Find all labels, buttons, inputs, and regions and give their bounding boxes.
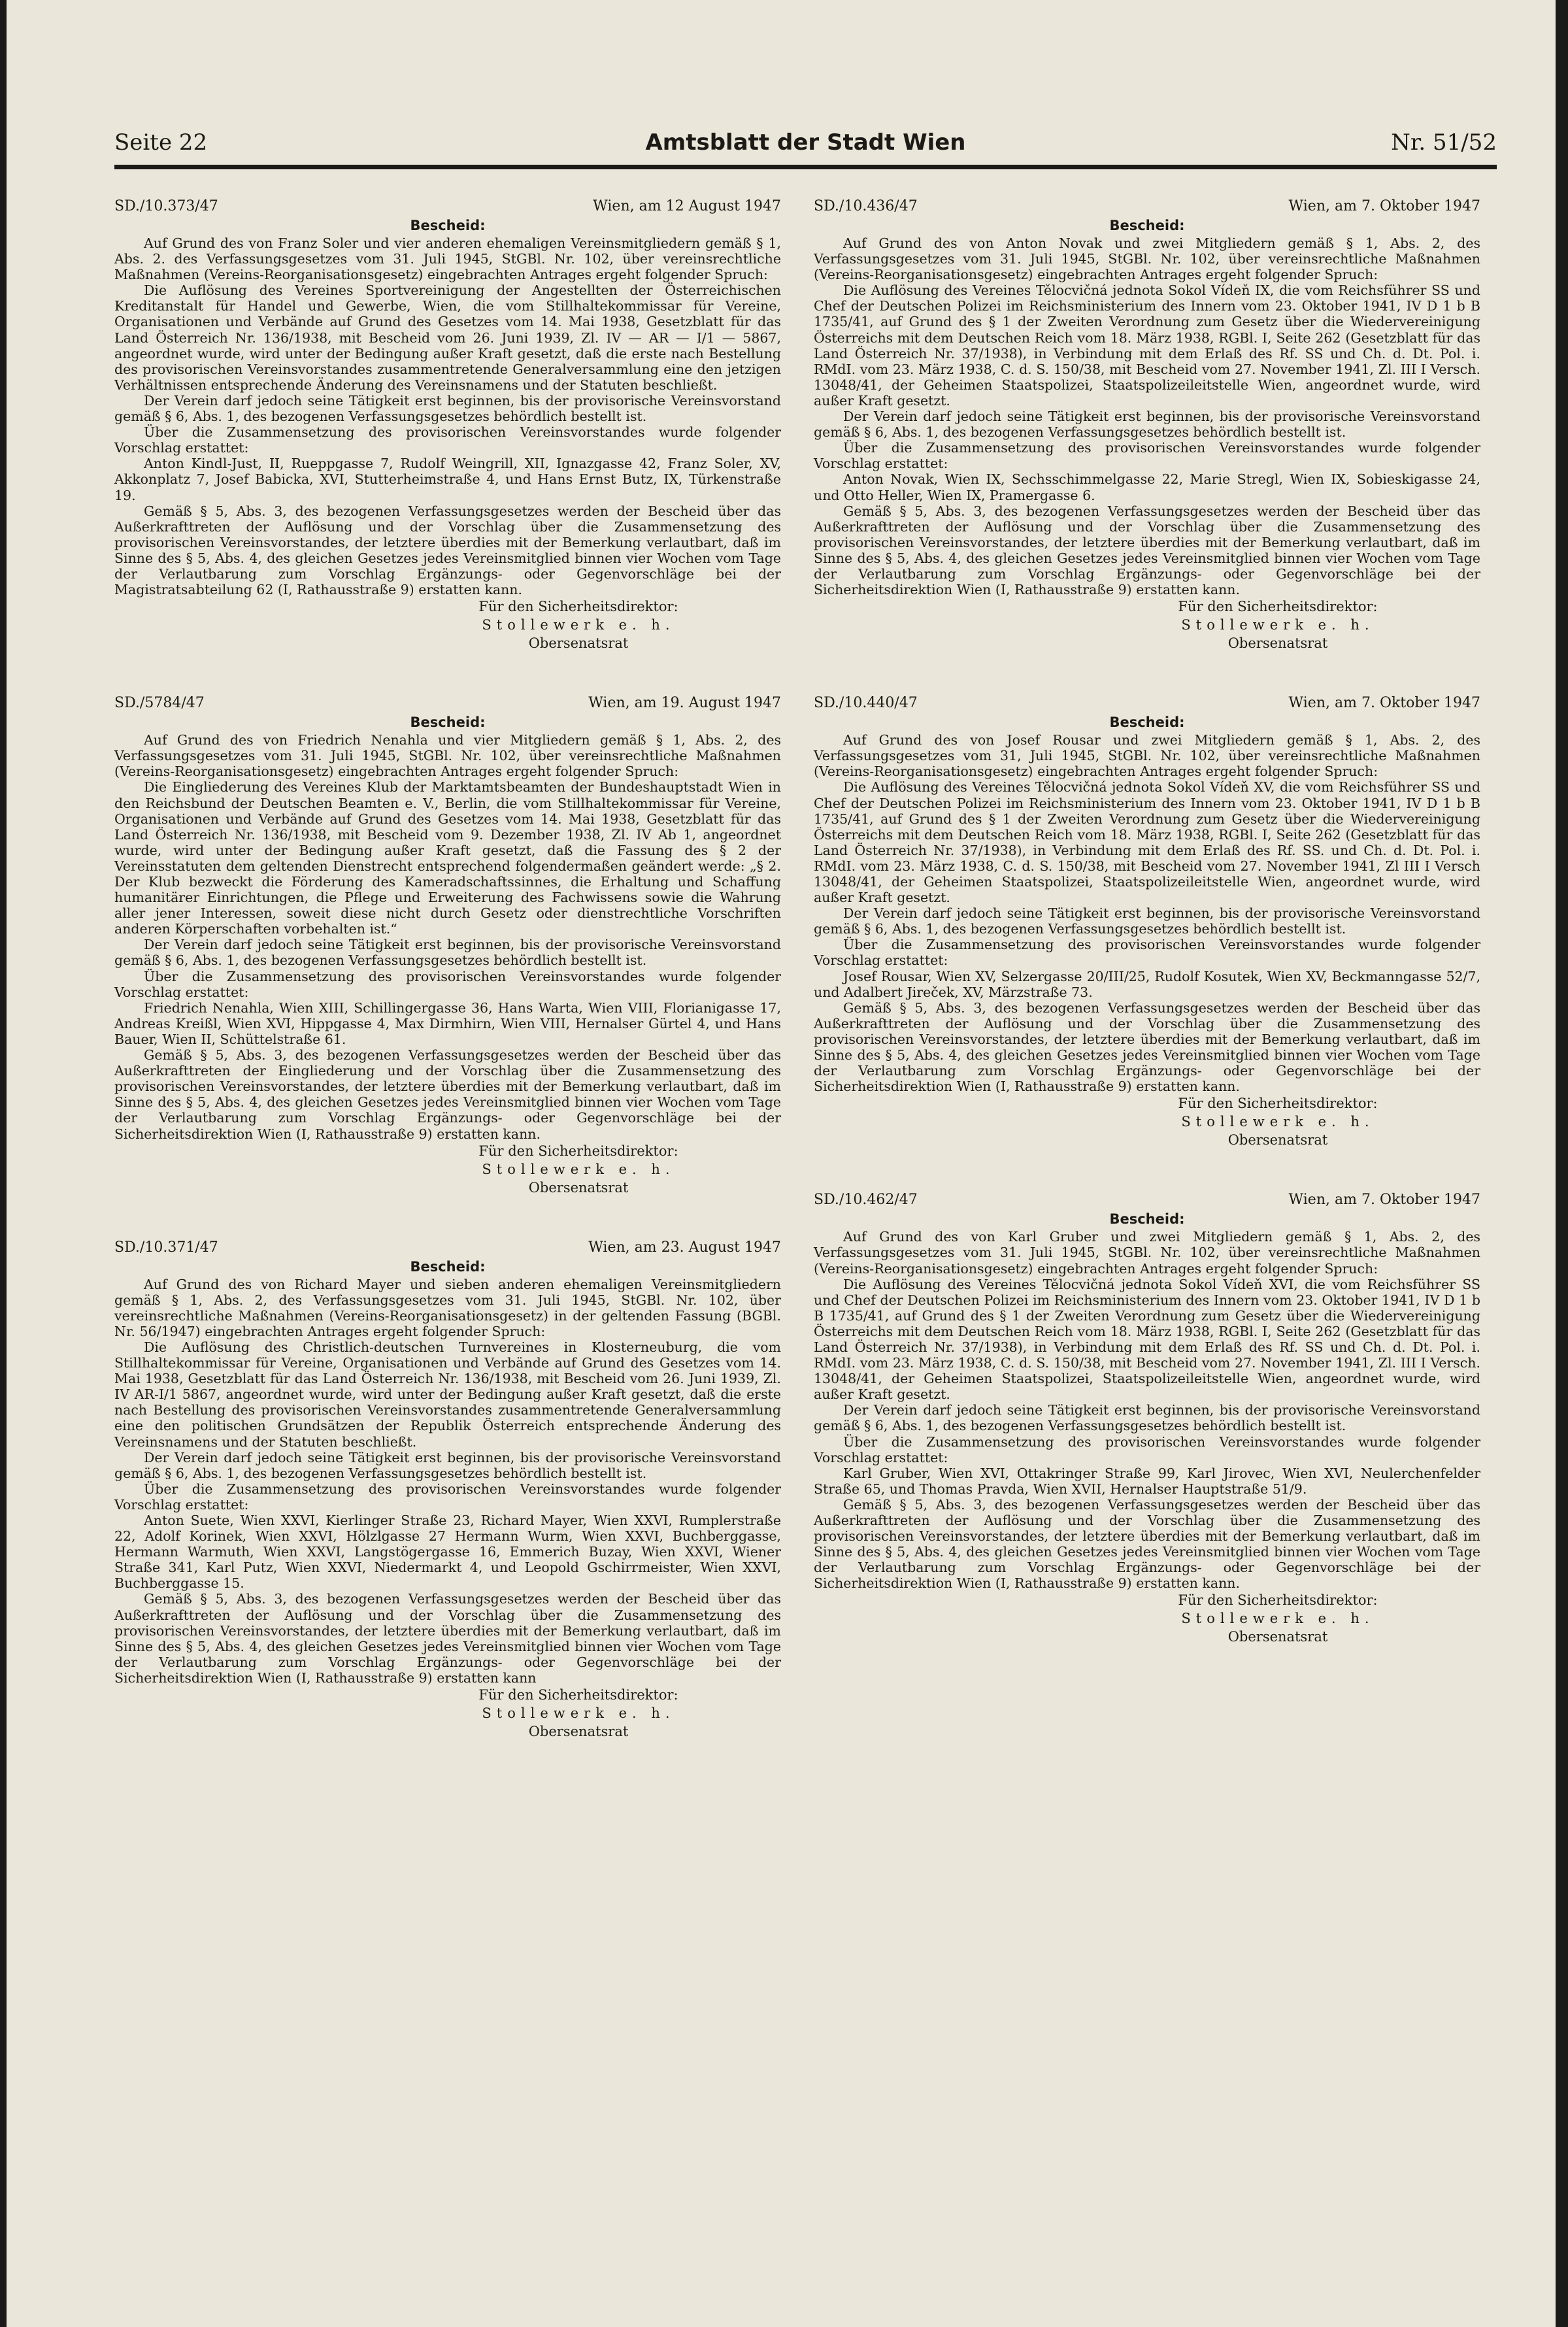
- notice-meta: [814, 196, 1480, 216]
- notice-paragraph: Der Verein darf jedoch seine Tätigkeit erst beginnen, bis der provisorische Vereinsvorstand gemäß § 6, Abs. 1, des bezogenen Verfassungsgesetzes behördlich bestellt ist.: [114, 392, 781, 425]
- signature-block: [376, 597, 781, 652]
- notice-paragraph: Gemäß § 5, Abs. 3, des bezogenen Verfassungsgesetzes werden der Bescheid über das Außerkrafttreten der Auflösung und der Vorschlag über die Zusammensetzung des provisorischen Vereinsvorstandes, der letztere überdies mit der Bemerkung verlautbart, daß im Sinne des § 5, Abs. 4, des gleichen Gesetzes jedes Vereinsmitglied binnen vier Wochen vom Tage der Verlautbarung zum Vorschlag Ergänzungs- oder Gegenvorschläge bei der Sicherheitsdirektion Wien (I, Rathausstraße 9) erstatten kann.: [814, 503, 1480, 598]
- signature-block: [1075, 1094, 1480, 1149]
- notice-paragraph: Über die Zusammensetzung des provisorischen Vereinsvorstandes wurde folgender Vorschlag erstattet:: [814, 1433, 1480, 1465]
- signature-name: Stollewerk e. h.: [1181, 617, 1375, 633]
- notice-paragraph: Anton Suete, Wien XXVI, Kierlinger Straße 23, Richard Mayer, Wien XXVI, Rumplerstraße 22, Adolf Korinek, Wien XXVI, Hölzlgasse 27 Hermann Wurm, Wien XXVI, Buchberggasse, Hermann Warmuth, Wien XXVI, Langstögergasse 16, Emmerich Buzay, Wien XXVI, Wiener Straße 341, Karl Putz, Wien XXVI, Niedermarkt 4, und Leopold Gschirrmeister, Wien XXVI, Buchberggasse 15.: [114, 1513, 781, 1592]
- notice-paragraph: Auf Grund des von Karl Gruber und zwei Mitgliedern gemäß § 1, Abs. 2, des Verfassungsgesetzes vom 31. Juli 1945, StGBl. Nr. 102, über vereinsrechtliche Maßnahmen (Vereins-Reorganisationsgesetz) eingebrachten Antrages ergeht folgender Spruch:: [814, 1229, 1480, 1277]
- notice-paragraph: Anton Kindl-Just, II, Rueppgasse 7, Rudolf Weingrill, XII, Ignazgasse 42, Franz Soler, XV, Akkonplatz 7, Josef Babicka, XVI, Stutterheimstraße 4, und Hans Ernst Butz, IX, Türkenstraße 19.: [114, 456, 781, 503]
- signature-title: Obersenatsrat: [528, 635, 629, 652]
- notice-paragraph: Über die Zusammensetzung des provisorischen Vereinsvorstandes wurde folgender Vorschlag erstattet:: [114, 424, 781, 456]
- notice-paragraph: Gemäß § 5, Abs. 3, des bezogenen Verfassungsgesetzes werden der Bescheid über das Außerkrafttreten der Eingliederung und der Vorschlag über die Zusammensetzung des provisorischen Vereinsvorstandes, der letztere überdies mit der Bemerkung verlautbart, daß im Sinne des § 5, Abs. 4, des gleichen Gesetzes jedes Vereinsmitglied binnen vier Wochen vom Tage der Verlautbarung zum Vorschlag Ergänzungs- oder Gegenvorschläge bei der Sicherheitsdirektion Wien (I, Rathausstraße 9) erstatten kann.: [114, 1047, 781, 1142]
- notice-meta: [114, 196, 781, 216]
- notice-meta: [814, 693, 1480, 713]
- notice-paragraph: Über die Zusammensetzung des provisorischen Vereinsvorstandes wurde folgender Vorschlag erstattet:: [114, 1481, 781, 1513]
- signature-title: Obersenatsrat: [1227, 1629, 1328, 1645]
- right-column: [814, 196, 1480, 1686]
- notice-date: Wien, am 12 August 1947: [593, 198, 781, 214]
- left-column: [114, 196, 781, 1781]
- notice-paragraph: Der Verein darf jedoch seine Tätigkeit erst beginnen, bis der provisorische Vereinsvorstand gemäß § 6, Abs. 1, des bezogenen Verfassungsgesetzes behördlich bestellt ist.: [114, 937, 781, 969]
- signature-for: Für den Sicherheitsdirektor:: [478, 1143, 678, 1159]
- signature-for: Für den Sicherheitsdirektor:: [478, 1687, 678, 1703]
- signature-for: Für den Sicherheitsdirektor:: [478, 599, 678, 615]
- notice-paragraph: Die Eingliederung des Vereines Klub der Marktamtsbeamten der Bundeshauptstadt Wien in den Reichsbund der Deutschen Beamten e. V., Berlin, die vom Stillhaltekommissar für Vereine, Organisationen und Verbände auf Grund des Gesetzes vom 14. Mai 1938, Gesetzblatt für das Land Österreich Nr. 136/1938, mit Bescheid vom 9. Dezember 1938, Zl. IV Ab 1, angeordnet wurde, wird unter der Bedingung außer Kraft gesetzt, daß die Fassung des § 2 der Vereinsstatuten dem geltenden Dienstrecht entsprechend folgendermaßen geändert werde: „§ 2. Der Klub bezweckt die Förderung des Kameradschaftssinnes, die Erhaltung und Schaffung humanitärer Einrichtungen, die Pflege und Erweiterung des Fachwissens sowie die Wahrung aller jener Interessen, soweit diese nicht durch Gesetz oder dienstrechtliche Vorschriften anderen Körperschaften vorbehalten ist.“: [114, 779, 781, 937]
- notice-paragraph: Der Verein darf jedoch seine Tätigkeit erst beginnen, bis der provisorische Vereinsvorstand gemäß § 6, Abs. 1, des bezogenen Verfassungsgesetzes behördlich bestellt ist.: [814, 1402, 1480, 1434]
- notice-title: Bescheid:: [1109, 218, 1185, 233]
- signature-for: Für den Sicherheitsdirektor:: [1178, 1096, 1378, 1112]
- notice-paragraph: Friedrich Nenahla, Wien XIII, Schillingergasse 36, Hans Warta, Wien VIII, Florianigasse 17, Andreas Kreißl, Wien XVI, Hippgasse 4, Max Dirmhirn, Wien VIII, Hernalser Gürtel 4, und Hans Bauer, Wien II, Schüttelstraße 61.: [114, 999, 781, 1047]
- notice-paragraph: Die Auflösung des Vereines Sportvereinigung der Angestellten der Österreichischen Kreditanstalt für Handel und Gewerbe, Wien, die vom Stillhaltekommissar für Vereine, Organisationen und Verbände auf Grund des Gesetzes vom 14. Mai 1938, Gesetzblatt für das Land Österreich Nr. 136/1938, mit Bescheid vom 26. Juni 1939, Zl. IV — AR — I/1 — 5867, angeordnet wurde, wird unter der Bedingung außer Kraft gesetzt, daß die erste nach Bestellung des provisorischen Vereinsvorstandes zusammentretende Generalversammlung eine den jetzigen Verhältnissen entsprechende Änderung des Vereinsnamens und der Statuten beschließt.: [114, 282, 781, 393]
- newspaper-page: [7, 0, 1556, 2327]
- page-number: Seite 22: [114, 129, 208, 156]
- signature-block: [1075, 1591, 1480, 1646]
- notice-paragraph: Über die Zusammensetzung des provisorischen Vereinsvorstandes wurde folgender Vorschlag erstattet:: [814, 937, 1480, 969]
- signature-name: Stollewerk e. h.: [482, 1705, 675, 1722]
- notice-paragraph: Über die Zusammensetzung des provisorischen Vereinsvorstandes wurde folgender Vorschlag erstattet:: [814, 440, 1480, 472]
- notice-date: Wien, am 7. Oktober 1947: [1288, 695, 1480, 712]
- notice-paragraph: Die Auflösung des Vereines Tělocvičná jednota Sokol Vídeň XVI, die vom Reichsführer SS und Chef der Deutschen Polizei im Reichsministerium des Innern vom 23. Oktober 1941, IV D 1 b B 1735/41, auf Grund des § 1 der Zweiten Verordnung zum Gesetz über die Wiedervereinigung Österreichs mit dem Deutschen Reich vom 18. März 1938, RGBl. I, Seite 262 (Gesetzblatt für das Land Österreich Nr. 37/1938), in Verbindung mit dem Erlaß des Rf. SS und Ch. d. Dt. Pol. i. RMdI. vom 23. März 1938, C. d. S. 150/38, mit Bescheid vom 27. November 1941, Zl. III I Versch. 13048/41, der Geheimen Staatspolizei, Staatspolizeileitstelle Wien, angeordnet wurde, wird außer Kraft gesetzt.: [814, 1276, 1480, 1403]
- signature-name: Stollewerk e. h.: [482, 1161, 675, 1177]
- notice-paragraph: Josef Rousar, Wien XV, Selzergasse 20/III/25, Rudolf Kosutek, Wien XV, Beckmanngasse 52/7, und Adalbert Jireček, XV, Märzstraße 73.: [814, 968, 1480, 1000]
- notice-paragraph: Der Verein darf jedoch seine Tätigkeit erst beginnen, bis der provisorische Vereinsvorstand gemäß § 6, Abs. 1, des bezogenen Verfassungsgesetzes behördlich bestellt ist.: [814, 905, 1480, 937]
- reference-number: SD./10.373/47: [114, 198, 218, 214]
- signature-title: Obersenatsrat: [1227, 635, 1328, 652]
- notice-date: Wien, am 23. August 1947: [588, 1239, 781, 1256]
- notice-meta: [114, 1237, 781, 1258]
- signature-name: Stollewerk e. h.: [1181, 1611, 1375, 1627]
- notice-paragraph: Auf Grund des von Josef Rousar und zwei Mitgliedern gemäß § 1, Abs. 2, des Verfassungsgesetzes vom 31, Juli 1945, StGBl. Nr. 102, über vereinsrechtliche Maßnahmen (Vereins-Reorganisationsgesetz) eingebrachten Antrages ergeht folgender Spruch:: [814, 732, 1480, 780]
- signature-for: Für den Sicherheitsdirektor:: [1178, 1592, 1378, 1609]
- reference-number: SD./10.371/47: [114, 1239, 218, 1256]
- notice-date: Wien, am 19. August 1947: [588, 695, 781, 712]
- notice-paragraph: Der Verein darf jedoch seine Tätigkeit erst beginnen, bis der provisorische Vereinsvorstand gemäß § 6, Abs. 1, des bezogenen Verfassungsgesetzes behördlich bestellt ist.: [814, 409, 1480, 441]
- issue-number: Nr. 51/52: [1391, 129, 1497, 156]
- reference-number: SD./10.440/47: [814, 695, 918, 712]
- signature-for: Für den Sicherheitsdirektor:: [1178, 599, 1378, 615]
- header-rule: [114, 165, 1497, 169]
- signature-name: Stollewerk e. h.: [482, 617, 675, 633]
- notice-meta: [114, 693, 781, 713]
- notice-title: Bescheid:: [410, 218, 486, 233]
- notice-paragraph: Gemäß § 5, Abs. 3, des bezogenen Verfassungsgesetzes werden der Bescheid über das Außerkrafttreten der Auflösung und der Vorschlag über die Zusammensetzung des provisorischen Vereinsvorstandes, der letztere überdies mit der Bemerkung verlautbart, daß im Sinne des § 5, Abs. 4, des gleichen Gesetzes jedes Vereinsmitglied binnen vier Wochen vom Tage der Verlautbarung zum Vorschlag Ergänzungs- oder Gegenvorschläge bei der Magistratsabteilung 62 (I, Rathausstraße 9) erstatten kann.: [114, 503, 781, 598]
- reference-number: SD./5784/47: [114, 695, 205, 712]
- notice-block: [814, 196, 1480, 652]
- notice-paragraph: Anton Novak, Wien IX, Sechsschimmelgasse 22, Marie Stregl, Wien IX, Sobieskigasse 24, und Otto Heller, Wien IX, Pramergasse 6.: [814, 471, 1480, 503]
- notice-paragraph: Gemäß § 5, Abs. 3, des bezogenen Verfassungsgesetzes werden der Bescheid über das Außerkrafttreten der Auflösung und der Vorschlag über die Zusammensetzung des provisorischen Vereinsvorstandes, der letztere überdies mit der Bemerkung verlautbart, daß im Sinne des § 5, Abs. 4, des gleichen Gesetzes jedes Vereinsmitglied binnen vier Wochen vom Tage der Verlautbarung zum Vorschlag Ergänzungs- oder Gegenvorschläge bei der Sicherheitsdirektion Wien (I, Rathausstraße 9) erstatten kann.: [814, 999, 1480, 1095]
- notice-title: Bescheid:: [410, 714, 486, 731]
- publication-title: Amtsblatt der Stadt Wien: [645, 129, 966, 156]
- notice-paragraph: Der Verein darf jedoch seine Tätigkeit erst beginnen, bis der provisorische Vereinsvorstand gemäß § 6, Abs. 1, des bezogenen Verfassungsgesetzes behördlich bestellt ist.: [114, 1449, 781, 1481]
- notice-date: Wien, am 7. Oktober 1947: [1288, 198, 1480, 214]
- reference-number: SD./10.436/47: [814, 198, 918, 214]
- notice-paragraph: Die Auflösung des Vereines Tělocvičná jednota Sokol Vídeň XV, die vom Reichsführer SS und Chef der Deutschen Polizei im Reichsministerium des Innern vom 23. Oktober 1941, IV D 1 b B 1735/41, auf Grund des § 1 der Zweiten Verordnung zum Gesetz über die Wiedervereinigung Österreichs mit dem Deutschen Reich vom 18. März 1938, RGBl. I, Seite 262 (Gesetzblatt für das Land Österreich Nr. 37/1938), in Verbindung mit dem Erlaß des Rf. SS. und Ch. d. Dt. Pol. i. RMdI. vom 23. März 1938, C. d. S. 150/38, mit Bescheid vom 27. November 1941, Zl III I Versch 13048/41, der Geheimen Staatspolizei, Staatspolizeileitstelle Wien, angeordnet wurde, wird außer Kraft gesetzt.: [814, 779, 1480, 906]
- signature-title: Obersenatsrat: [528, 1724, 629, 1740]
- notice-paragraph: Auf Grund des von Franz Soler und vier anderen ehemaligen Vereinsmitgliedern gemäß § 1, Abs. 2. des Verfassungsgesetzes vom 31. Juli 1945, StGBl. Nr. 102, über vereinsrechtliche Maßnahmen (Vereins-Reorganisationsgesetz) eingebrachten Antrages ergeht folgender Spruch:: [114, 235, 781, 283]
- notice-block: [814, 693, 1480, 1149]
- signature-block: [1075, 597, 1480, 652]
- notice-block: [114, 693, 781, 1196]
- notice-paragraph: Auf Grund des von Anton Novak und zwei Mitgliedern gemäß § 1, Abs. 2, des Verfassungsgesetzes vom 31. Juli 1945, StGBl. Nr. 102, über vereinsrechtliche Maßnahmen (Vereins-Reorganisationsgesetz) eingebrachten Antrages ergeht folgender Spruch:: [814, 235, 1480, 283]
- signature-title: Obersenatsrat: [528, 1179, 629, 1196]
- notice-block: [114, 196, 781, 652]
- signature-block: [376, 1142, 781, 1197]
- notice-meta: [814, 1190, 1480, 1210]
- notice-date: Wien, am 7. Oktober 1947: [1288, 1192, 1480, 1209]
- notice-paragraph: Über die Zusammensetzung des provisorischen Vereinsvorstandes wurde folgender Vorschlag erstattet:: [114, 968, 781, 1000]
- notice-paragraph: Die Auflösung des Christlich-deutschen Turnvereines in Klosterneuburg, die vom Stillhaltekommissar für Vereine, Organisationen und Verbände auf Grund des Gesetzes vom 14. Mai 1938, Gesetzblatt für das Land Österreich Nr. 136/1938, mit Bescheid vom 26. Juni 1939, Zl. IV AR-I/1 5867, angeordnet wurde, wird unter der Bedingung außer Kraft gesetzt, daß die erste nach Bestellung des provisorischen Vereinsvorstandes zusammentretende Generalversammlung eine den politischen Grundsätzen der Republik Österreich entsprechende Änderung des Vereinsnamens und der Statuten beschließt.: [114, 1339, 781, 1450]
- signature-name: Stollewerk e. h.: [1181, 1114, 1375, 1130]
- notice-paragraph: Die Auflösung des Vereines Tělocvičná jednota Sokol Vídeň IX, die vom Reichsführer SS und Chef der Deutschen Polizei im Reichsministerium des Innern vom 23. Oktober 1941, IV D 1 b B 1735/41, auf Grund des § 1 der Zweiten Verordnung zum Gesetz über die Wiedervereinigung Österreichs mit dem Deutschen Reich vom 18. März 1938, RGBl. I, Seite 262 (Gesetzblatt für das Land Österreich Nr. 37/1938), in Verbindung mit dem Erlaß des Rf. SS und Ch. d. Dt. Pol. i. RMdI. vom 23. März 1938, C. d. S. 150/38, mit Bescheid vom 27. November 1941, Zl. III I Versch. 13048/41, der Geheimen Staatspolizei, Staatspolizeileitstelle Wien, angeordnet wurde, wird außer Kraft gesetzt.: [814, 282, 1480, 409]
- notice-paragraph: Auf Grund des von Richard Mayer und sieben anderen ehemaligen Vereinsmitgliedern gemäß § 1, Abs. 2, des Verfassungsgesetzes vom 31. Juli 1945, StGBl. Nr. 102, über vereinsrechtliche Maßnahmen (Vereins-Reorganisationsgesetz) in der geltenden Fassung (BGBl. Nr. 56/1947) eingebrachten Antrages ergeht folgender Spruch:: [114, 1276, 781, 1339]
- signature-title: Obersenatsrat: [1227, 1132, 1328, 1148]
- notice-paragraph: Gemäß § 5, Abs. 3, des bezogenen Verfassungsgesetzes werden der Bescheid über das Außerkrafttreten der Auflösung und der Vorschlag über die Zusammensetzung des provisorischen Vereinsvorstandes, der letztere überdies mit der Bemerkung verlautbart, daß im Sinne des § 5, Abs. 4, des gleichen Gesetzes jedes Vereinsmitglied binnen vier Wochen vom Tage der Verlautbarung zum Vorschlag Ergänzungs- oder Gegenvorschläge bei der Sicherheitsdirektion Wien (I, Rathausstraße 9) erstatten kann: [114, 1591, 781, 1686]
- notice-title: Bescheid:: [1109, 1211, 1185, 1228]
- notice-paragraph: Auf Grund des von Friedrich Nenahla und vier Mitgliedern gemäß § 1, Abs. 2, des Verfassungsgesetzes vom 31. Juli 1945, StGBl. Nr. 102, über vereinsrechtliche Maßnahmen (Vereins-Reorganisationsgesetz) eingebrachten Antrages ergeht folgender Spruch:: [114, 732, 781, 780]
- notice-block: [114, 1237, 781, 1741]
- reference-number: SD./10.462/47: [814, 1192, 918, 1209]
- notice-paragraph: Gemäß § 5, Abs. 3, des bezogenen Verfassungsgesetzes werden der Bescheid über das Außerkrafttreten der Auflösung und der Vorschlag über die Zusammensetzung des provisorischen Vereinsvorstandes, der letztere überdies mit der Bemerkung verlautbart, daß im Sinne des § 5, Abs. 4, des gleichen Gesetzes jedes Vereinsmitglied binnen vier Wochen vom Tage der Verlautbarung zum Vorschlag Ergänzungs- oder Gegenvorschläge bei der Sicherheitsdirektion Wien (I, Rathausstraße 9) erstatten kann.: [814, 1496, 1480, 1592]
- notice-block: [814, 1190, 1480, 1646]
- notice-paragraph: Karl Gruber, Wien XVI, Ottakringer Straße 99, Karl Jirovec, Wien XVI, Neulerchenfelder Straße 65, und Thomas Pravda, Wien XVII, Hernalser Hauptstraße 51/9.: [814, 1465, 1480, 1497]
- signature-block: [376, 1686, 781, 1741]
- page-header: [114, 129, 1497, 169]
- notice-title: Bescheid:: [410, 1258, 486, 1275]
- notice-title: Bescheid:: [1109, 714, 1185, 731]
